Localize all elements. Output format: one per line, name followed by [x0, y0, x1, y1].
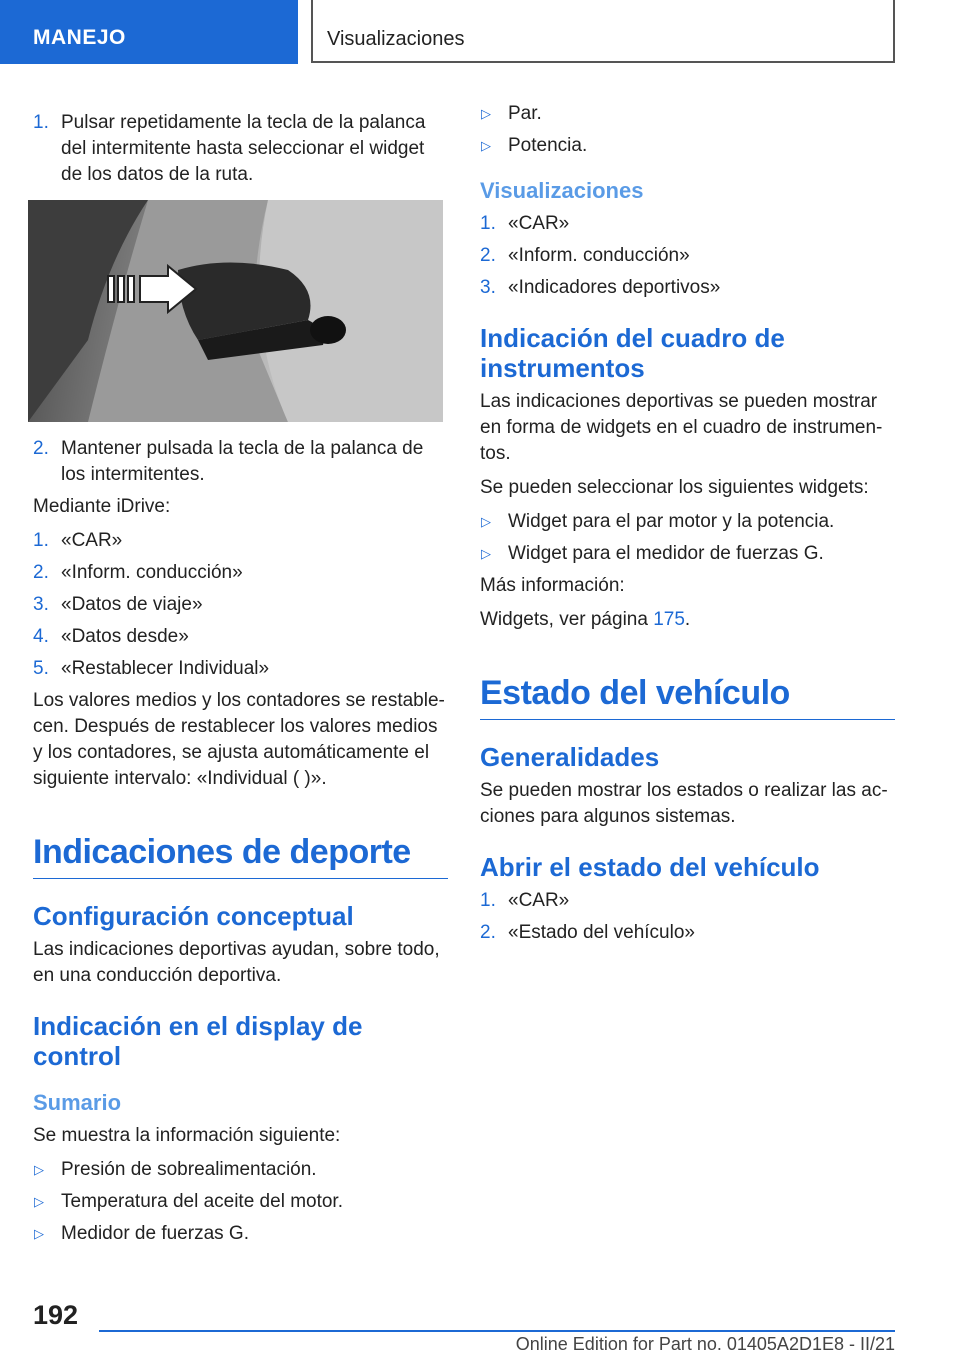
triangle-right-icon: ▷	[481, 106, 491, 121]
footer-edition: Online Edition for Part no. 01405A2D1E8 - II/21	[515, 1334, 895, 1354]
heading-open-state: Abrir el estado del vehículo	[480, 852, 820, 882]
heading-rule	[480, 719, 895, 720]
heading-vehicle-state: Estado del vehículo	[480, 674, 790, 712]
general-text: Se pueden mostrar los estados o realizar las ac-ciones para algunos sistemas.	[480, 780, 888, 827]
step-text: Mantener pulsada la tecla de la palanca de los intermitentes.	[61, 438, 424, 485]
list-item	[480, 133, 895, 159]
bullet-text: Medidor de fuerzas G.	[61, 1223, 249, 1244]
step-number: 1.	[33, 112, 49, 133]
bullet-text: Par.	[508, 103, 542, 124]
step-number: 2.	[480, 245, 496, 266]
turn-signal-lever-figure	[28, 200, 443, 422]
step-number: 3.	[480, 277, 496, 298]
triangle-right-icon: ▷	[34, 1194, 44, 1209]
list-item	[33, 528, 448, 554]
heading-visualizaciones: Visualizaciones	[480, 178, 644, 203]
step-text: Pulsar repetidamente la tecla de la palanca del intermitente hasta seleccionar el widget de los datos de la ruta.	[61, 112, 426, 185]
heading-display: Indicación en el display de control	[33, 1011, 363, 1071]
step-number: 3.	[33, 594, 49, 615]
list-item	[480, 211, 895, 237]
step-text: «Indicadores deportivos»	[508, 277, 721, 298]
header-section: MANEJO	[0, 0, 298, 64]
heading-sport: Indicaciones de deporte	[33, 833, 411, 871]
left-column	[33, 110, 448, 1253]
heading-general: Generalidades	[480, 742, 660, 772]
widgets-intro: Se pueden seleccionar los siguientes widgets:	[480, 477, 869, 498]
triangle-right-icon: ▷	[34, 1162, 44, 1177]
summary-intro: Se muestra la información siguiente:	[33, 1125, 341, 1146]
idrive-intro: Mediante iDrive:	[33, 496, 171, 517]
widgets-ref-end: .	[684, 609, 691, 630]
triangle-right-icon: ▷	[481, 546, 491, 561]
step-text: «Estado del vehículo»	[508, 922, 695, 943]
list-item	[480, 509, 895, 535]
list-item	[33, 110, 448, 188]
list-item	[33, 1221, 448, 1247]
step-text: «CAR»	[61, 530, 123, 551]
list-item	[33, 656, 448, 682]
step-text: «Inform. conducción»	[508, 245, 690, 266]
header-title: Visualizaciones	[311, 0, 895, 63]
list-item	[480, 243, 895, 269]
step-number: 5.	[33, 658, 49, 679]
list-item	[480, 275, 895, 301]
list-item	[480, 541, 895, 567]
bullet-text: Temperatura del aceite del motor.	[61, 1191, 343, 1212]
list-item	[33, 1189, 448, 1215]
triangle-right-icon: ▷	[481, 138, 491, 153]
footer-rule	[99, 1330, 895, 1332]
step-text: «Restablecer Individual»	[61, 658, 270, 679]
step-number: 1.	[480, 890, 496, 911]
page-link[interactable]: 175	[653, 609, 685, 630]
widgets-ref-text: Widgets, ver página	[480, 609, 654, 630]
step-number: 1.	[480, 213, 496, 234]
list-item	[480, 888, 895, 914]
triangle-right-icon: ▷	[34, 1226, 44, 1241]
step-number: 2.	[33, 438, 49, 459]
step-text: «Datos de viaje»	[61, 594, 203, 615]
step-text: «Inform. conducción»	[61, 562, 243, 583]
list-item	[33, 1157, 448, 1183]
step-text: «CAR»	[508, 890, 570, 911]
list-item	[33, 560, 448, 586]
heading-cluster: Indicación del cuadro de instrumentos	[480, 323, 785, 383]
heading-config: Configuración conceptual	[33, 901, 354, 931]
step-text: «CAR»	[508, 213, 570, 234]
triangle-right-icon: ▷	[481, 514, 491, 529]
bullet-text: Presión de sobrealimentación.	[61, 1159, 317, 1180]
step-number: 2.	[33, 562, 49, 583]
page-number: 192	[33, 1300, 79, 1330]
bullet-text: Potencia.	[508, 135, 588, 156]
step-number: 1.	[33, 530, 49, 551]
widgets-reference	[480, 607, 895, 633]
right-column	[480, 101, 895, 952]
list-item	[480, 101, 895, 127]
more-info: Más información:	[480, 575, 625, 596]
step-text: «Datos desde»	[61, 626, 189, 647]
bullet-text: Widget para el par motor y la potencia.	[508, 511, 835, 532]
heading-rule	[33, 878, 448, 879]
cluster-text: Las indicaciones deportivas se pueden mostrar en forma de widgets en el cuadro de instrumen-tos.	[480, 391, 883, 464]
list-item	[33, 592, 448, 618]
heading-summary: Sumario	[33, 1090, 122, 1115]
lever-illustration	[28, 200, 443, 422]
list-item	[480, 920, 895, 946]
config-text: Las indicaciones deportivas ayudan, sobre todo, en una conducción deportiva.	[33, 939, 440, 986]
step-number: 2.	[480, 922, 496, 943]
bullet-text: Widget para el medidor de fuerzas G.	[508, 543, 824, 564]
list-item	[33, 624, 448, 650]
list-item	[33, 436, 448, 488]
step-number: 4.	[33, 626, 49, 647]
reset-note: Los valores medios y los contadores se restable-cen. Después de restablecer los valores medios y los contadores, se ajusta automáticamente el siguiente intervalo: «Individual ( )».	[33, 690, 445, 789]
